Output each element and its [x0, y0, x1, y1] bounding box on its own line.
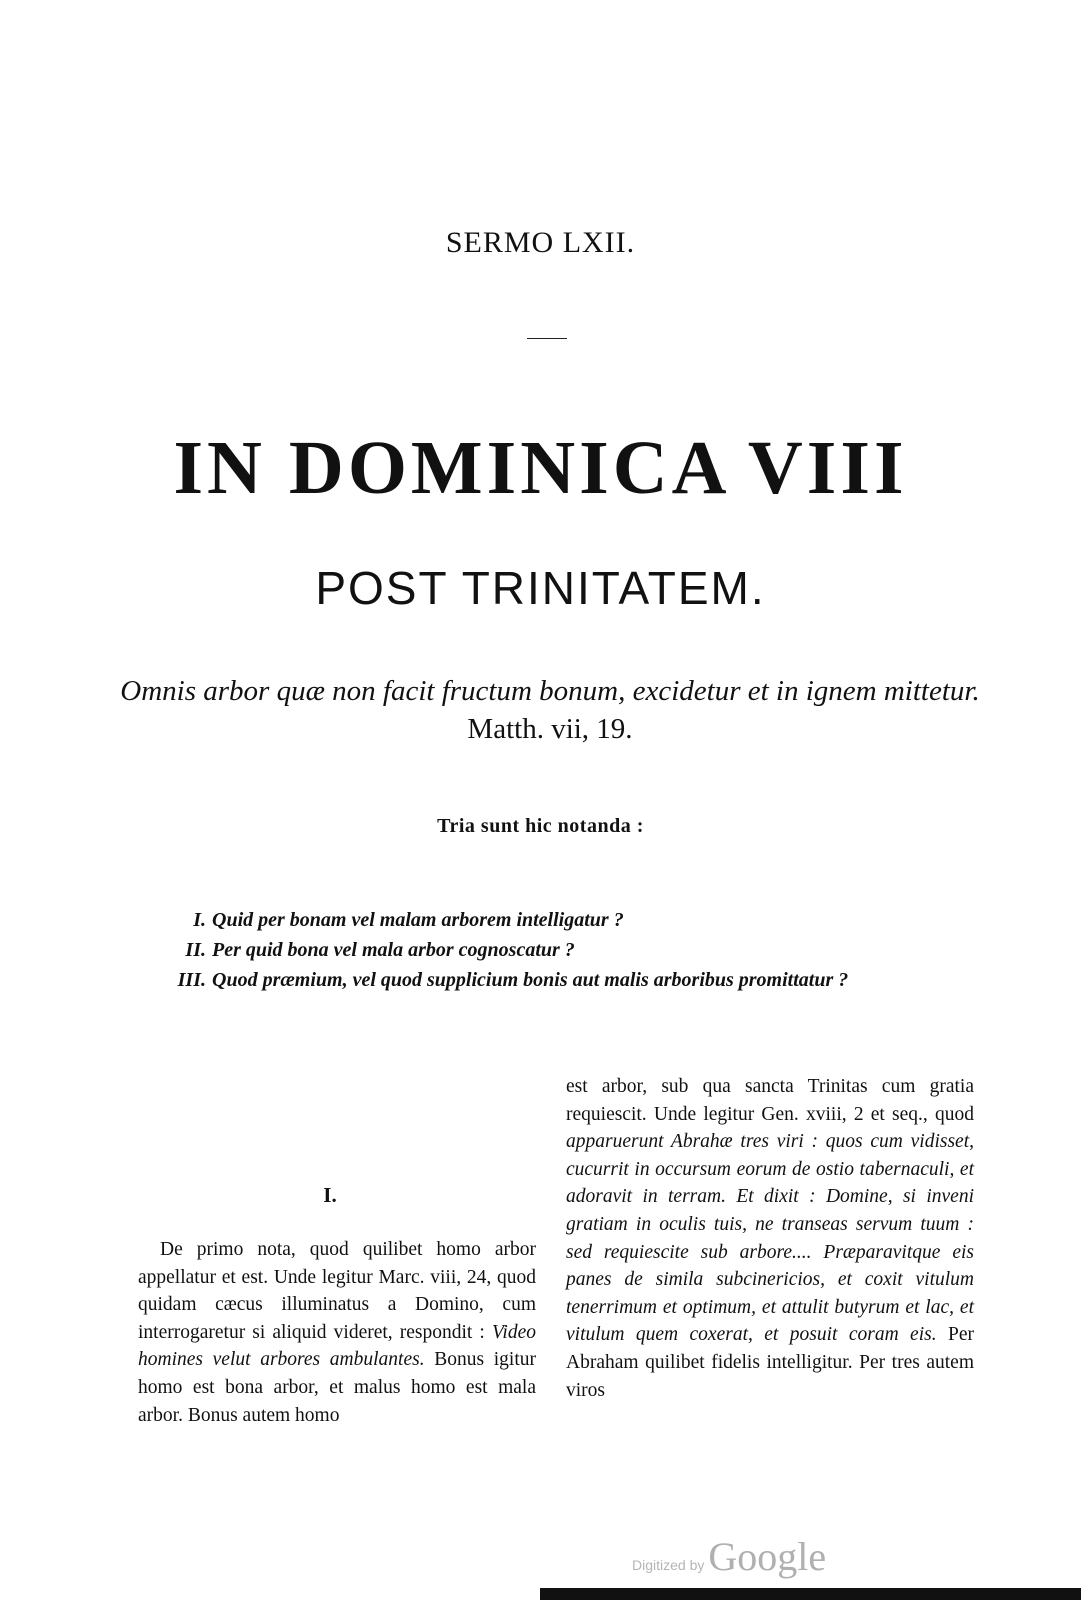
question-text: Quid per bonam vel malam arborem intelligatur ?: [212, 909, 624, 931]
question-item: [170, 935, 990, 965]
sermon-number: SERMO LXII.: [445, 226, 636, 259]
digitized-by-label: Digitized by: [632, 1557, 705, 1573]
sermon-subtitle: POST TRINITATEM.: [315, 562, 766, 614]
question-text: Quod præmium, vel quod supplicium bonis aut malis arboribus promittatur ?: [212, 969, 849, 991]
left-column: [138, 1236, 536, 1429]
sermon-title: IN DOMINICA VIII: [173, 426, 908, 510]
question-list: [170, 905, 990, 995]
right-column-quote: apparuerunt Abrahæ tres viri : quos cum vidisset, cucurrit in occursum eorum de ostio tabernaculi, et adoravit in terram. Et dixit : Domine, si inveni gratiam in oculis tuis, ne transeas servum tuum : sed requiescite sub arbore.... Præparavitque eis panes de simila subcinericios, et coxit vitulum tenerrimum et optimum, et attulit butyrum et lac, et vitulum quem coxerat, et posuit coram eis.: [566, 1131, 974, 1346]
section-number: I.: [323, 1183, 337, 1207]
google-watermark: [632, 1533, 852, 1580]
question-item: [170, 965, 990, 995]
left-column-quote: Video homines velut arbores ambulantes.: [138, 1321, 536, 1371]
left-column-text: De primo nota, quod quilibet homo arbor appellatur et est. Unde legitur Marc. viii, 24, quod quidam cæcus illuminatus a Domino, cum interrogaretur si aliquid videret, respondit :: [138, 1239, 536, 1343]
google-logo: Google: [708, 1534, 827, 1579]
right-column-text-continued: Per Abraham quilibet fidelis intelligitur. Per tres autem viros: [566, 1324, 975, 1401]
scan-edge-bar: [540, 1588, 1081, 1600]
question-text: Per quid bona vel mala arbor cognoscatur ?: [212, 939, 575, 961]
intro-line: Tria sunt hic notanda :: [437, 815, 644, 837]
left-column-text-continued: Bonus igitur homo est bona arbor, et malus homo est mala arbor. Bonus autem homo: [138, 1349, 536, 1426]
question-number: I.: [193, 909, 206, 931]
separator-rule: [527, 338, 567, 339]
question-item: [170, 905, 990, 935]
question-number: II.: [185, 939, 206, 961]
right-column-text: est arbor, sub qua sancta Trinitas cum gratia requiescit. Unde legitur Gen. xviii, 2 et seq., quod: [566, 1076, 974, 1125]
epigraph-quote: Omnis arbor quæ non facit fructum bonum, excidetur et in ignem mittetur.: [120, 675, 980, 707]
epigraph: [110, 672, 990, 748]
right-column: [566, 1073, 974, 1404]
epigraph-reference: Matth. vii, 19.: [467, 713, 633, 745]
question-number: III.: [177, 969, 206, 991]
